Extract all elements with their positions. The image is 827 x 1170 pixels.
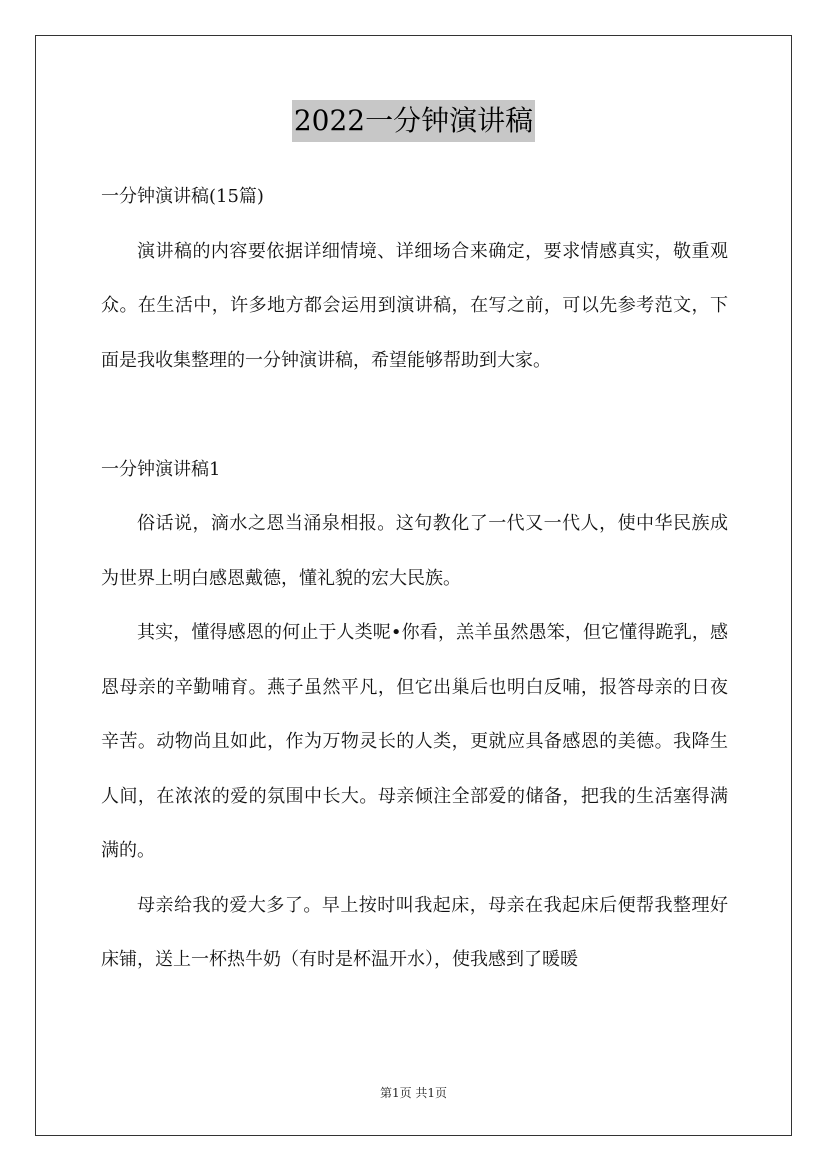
page-footer: 第1页 共1页	[379, 1086, 448, 1100]
document-body	[101, 170, 728, 988]
section-spacer	[101, 388, 728, 443]
body-paragraph: 俗话说，滴水之恩当涌泉相报。这句教化了一代又一代人，使中华民族成为世界上明白感恩戴德，懂礼貌的宏大民族。	[101, 513, 728, 589]
body-paragraph: 母亲给我的爱大多了。早上按时叫我起床，母亲在我起床后便帮我整理好床铺，送上一杯热牛奶（有时是杯温开水），使我感到了暖暖	[101, 894, 728, 970]
title-container	[0, 100, 827, 142]
section-heading: 一分钟演讲稿1	[101, 458, 221, 480]
body-paragraph: 其实，懂得感恩的何止于人类呢•你看，羔羊虽然愚笨，但它懂得跪乳，感恩母亲的辛勤哺育。燕子虽然平凡，但它出巢后也明白反哺，报答母亲的日夜辛苦。动物尚且如此，作为万物灵长的人类，更就应具备感恩的美德。我降生人间，在浓浓的爱的氛围中长大。母亲倾注全部爱的储备，把我的生活塞得满满的。	[101, 622, 728, 861]
document-title: 2022一分钟演讲稿	[292, 100, 535, 142]
document-subtitle: 一分钟演讲稿(15篇)	[101, 186, 264, 207]
intro-paragraph: 演讲稿的内容要依据详细情境、详细场合来确定，要求情感真实，敬重观众。在生活中，许多地方都会运用到演讲稿，在写之前，可以先参考范文，下面是我收集整理的一分钟演讲稿，希望能够帮助到大家。	[101, 240, 728, 371]
